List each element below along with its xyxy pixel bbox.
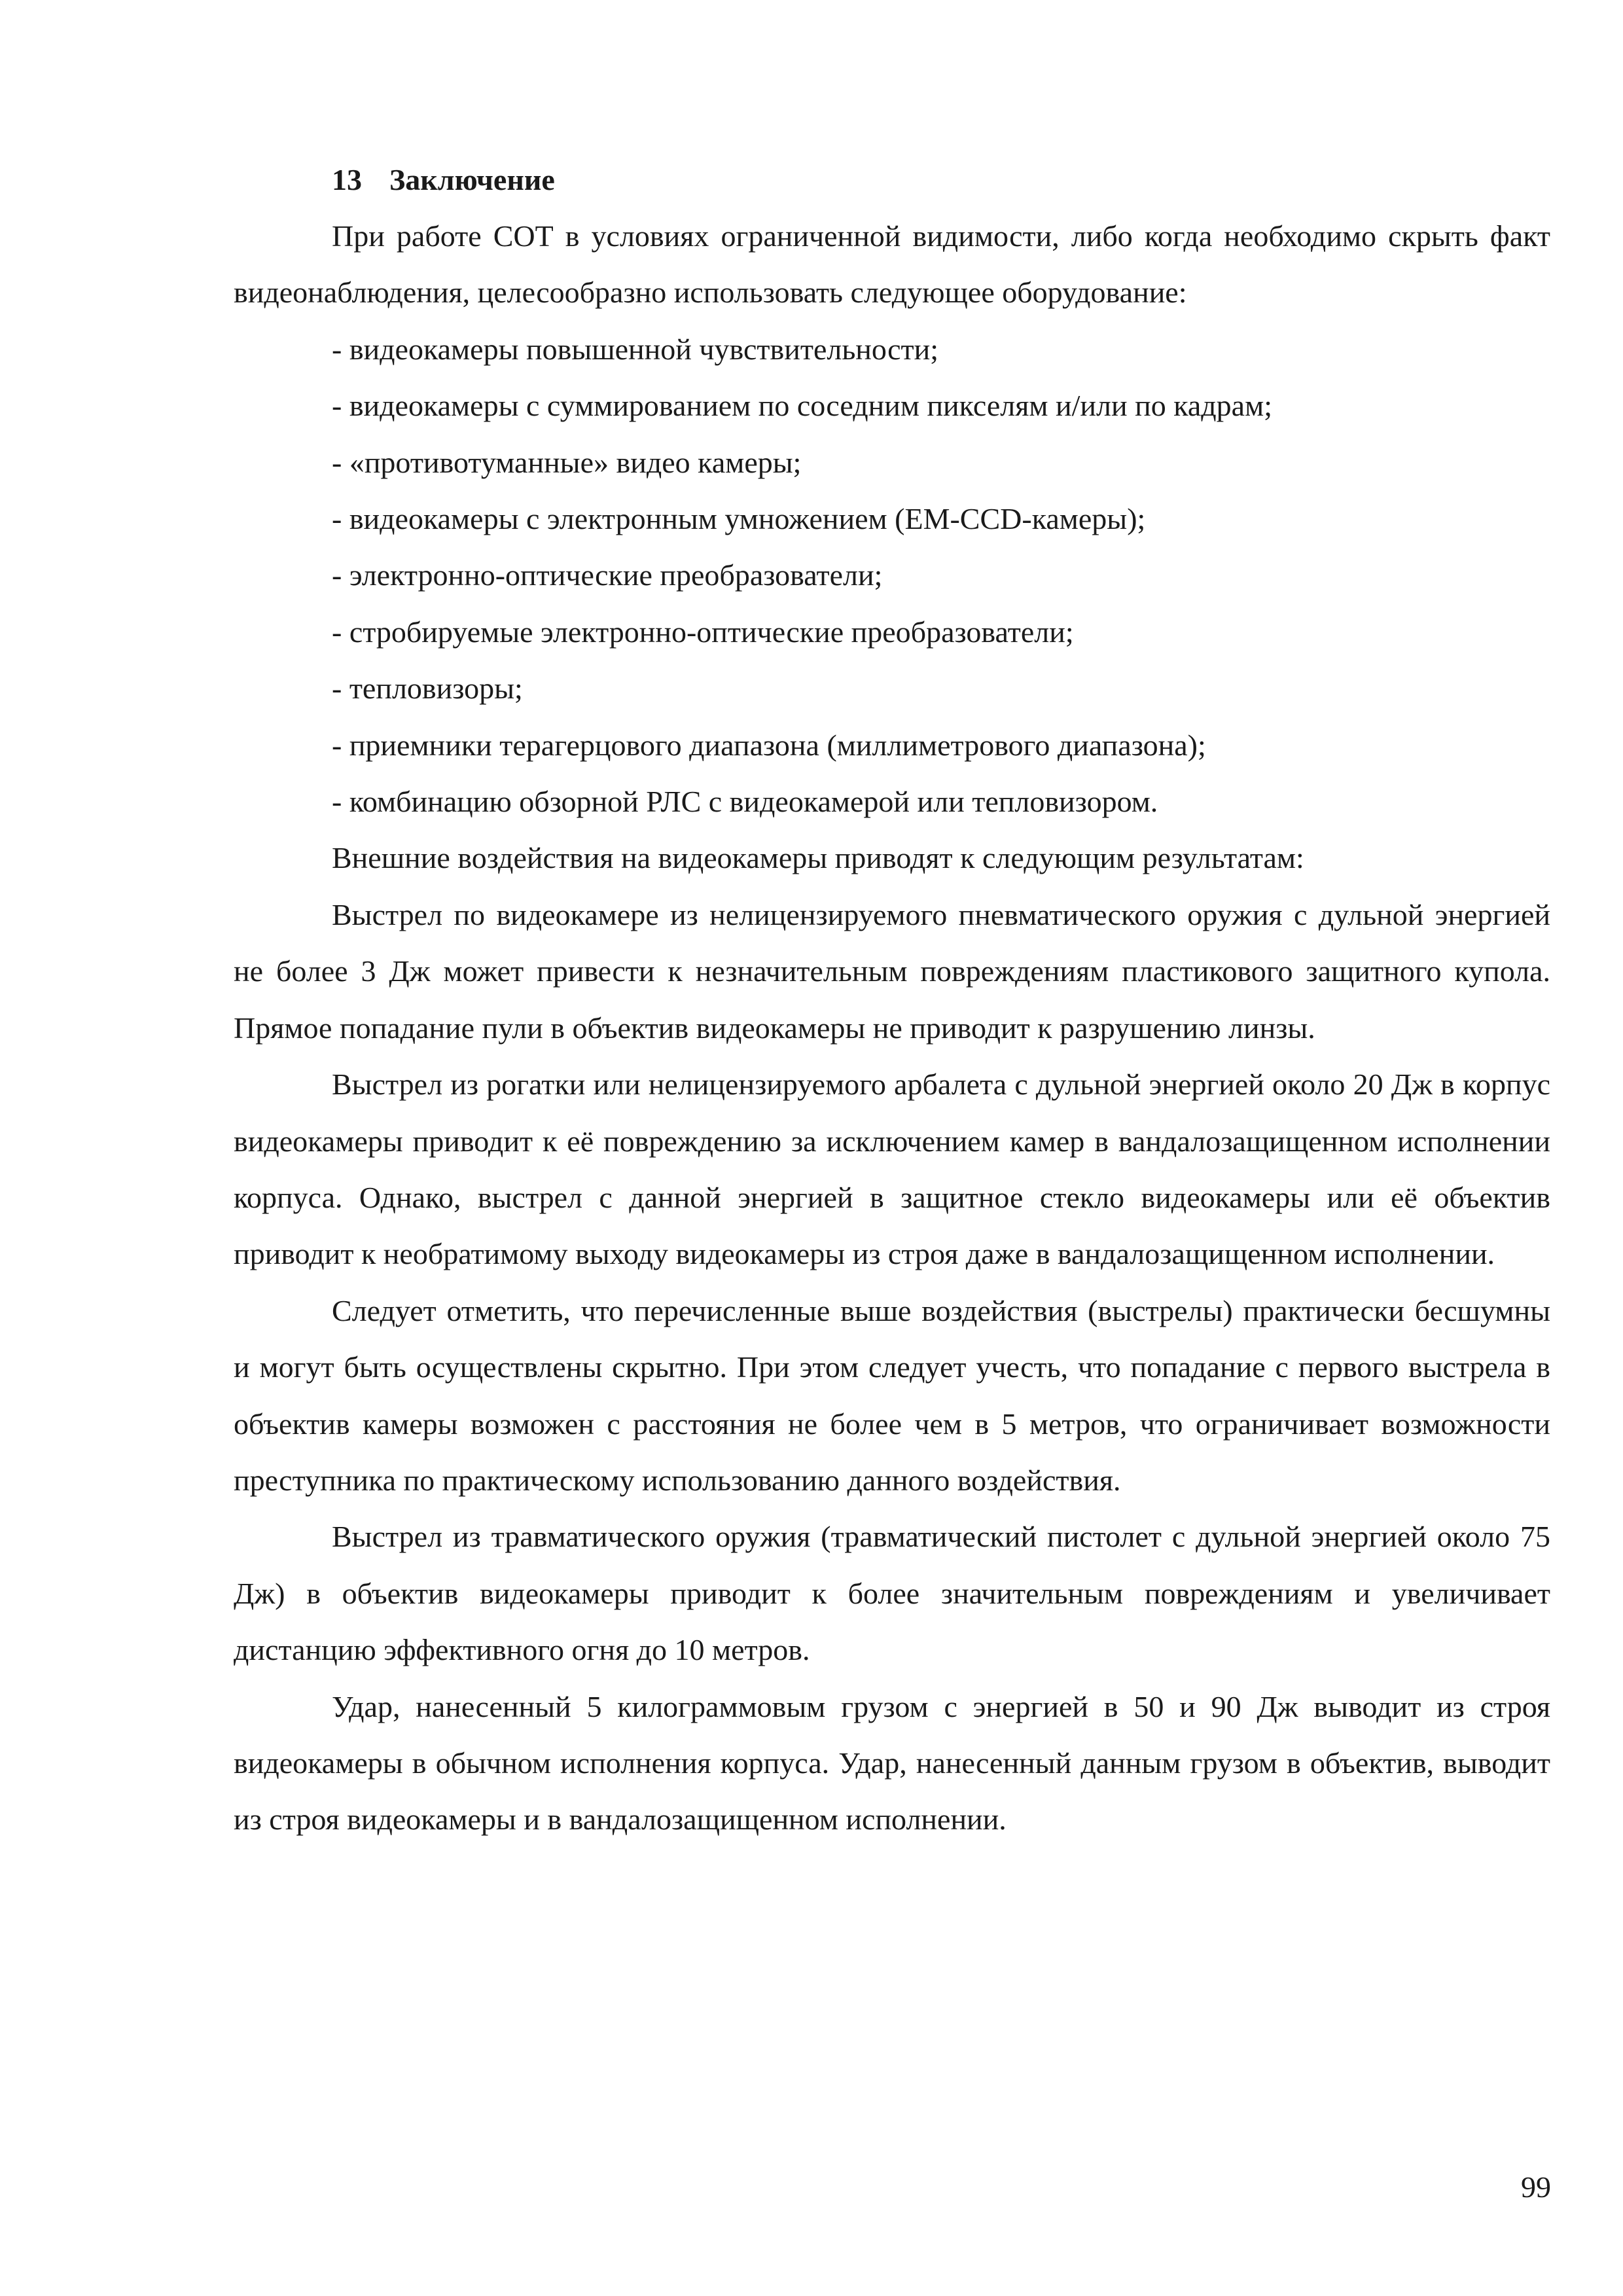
body-paragraph: Выстрел из травматического оружия (травматический пистолет с дульной энергией около 75 Дж) в объектив видеокамеры приводит к более значительным повреждениям и увеличивает дистанцию эффективного огня до 10 метров.	[234, 1520, 1550, 1667]
list-item: - видеокамеры с электронным умножением (EM-CCD-камеры);	[332, 502, 1146, 536]
list-item: - комбинацию обзорной РЛС с видеокамерой или тепловизором.	[332, 785, 1158, 819]
list-item: - «противотуманные» видео камеры;	[332, 445, 802, 479]
page-content	[234, 152, 1550, 1848]
list-item: - видеокамеры повышенной чувствительности;	[332, 332, 938, 366]
intro-paragraph: При работе СОТ в условиях ограниченной видимости, либо когда необходимо скрыть факт видеонаблюдения, целесообразно использовать следующее оборудование:	[234, 219, 1550, 310]
equipment-list	[234, 321, 1550, 831]
list-item: - электронно-оптические преобразователи;	[332, 558, 883, 592]
body-paragraph: Удар, нанесенный 5 килограммовым грузом с энергией в 50 и 90 Дж выводит из строя видеокамеры в обычном исполнения корпуса. Удар, нанесенный данным грузом в объектив, выводит из строя видеокамеры и в вандалозащищенном исполнении.	[234, 1689, 1550, 1837]
body-paragraph: Выстрел из рогатки или нелицензируемого арбалета с дульной энергией около 20 Дж в корпус видеокамеры приводит к её повреждению за исключением камер в вандалозащищенном исполнении корпуса. Однако, выстрел с данной энергией в защитное стекло видеокамеры или её объектив приводит к необратимому выходу видеокамеры из строя даже в вандалозащищенном исполнении.	[234, 1067, 1550, 1271]
list-item: - стробируемые электронно-оптические преобразователи;	[332, 615, 1074, 649]
body-paragraph: Внешние воздействия на видеокамеры приводят к следующим результатам:	[332, 841, 1304, 875]
list-item: - тепловизоры;	[332, 672, 523, 706]
list-item: - приемники терагерцового диапазона (миллиметрового диапазона);	[332, 728, 1206, 762]
section-title: Заключение	[389, 163, 555, 196]
list-item: - видеокамеры с суммированием по соседним пикселям и/или по кадрам;	[332, 389, 1272, 423]
body-paragraph: Следует отметить, что перечисленные выше воздействия (выстрелы) практически бесшумны и могут быть осуществлены скрытно. При этом следует учесть, что попадание с первого выстрела в объектив камеры возможен с расстояния не более чем в 5 метров, что ограничивает возможности преступника по практическому использованию данного воздействия.	[234, 1293, 1550, 1497]
body-paragraph: Выстрел по видеокамере из нелицензируемого пневматического оружия с дульной энергией не более 3 Дж может привести к незначительным повреждениям пластикового защитного купола. Прямое попадание пули в объектив видеокамеры не приводит к разрушению линзы.	[234, 897, 1550, 1045]
section-heading	[332, 152, 1550, 208]
page-number: 99	[1521, 2170, 1551, 2204]
section-number: 13	[332, 163, 362, 196]
